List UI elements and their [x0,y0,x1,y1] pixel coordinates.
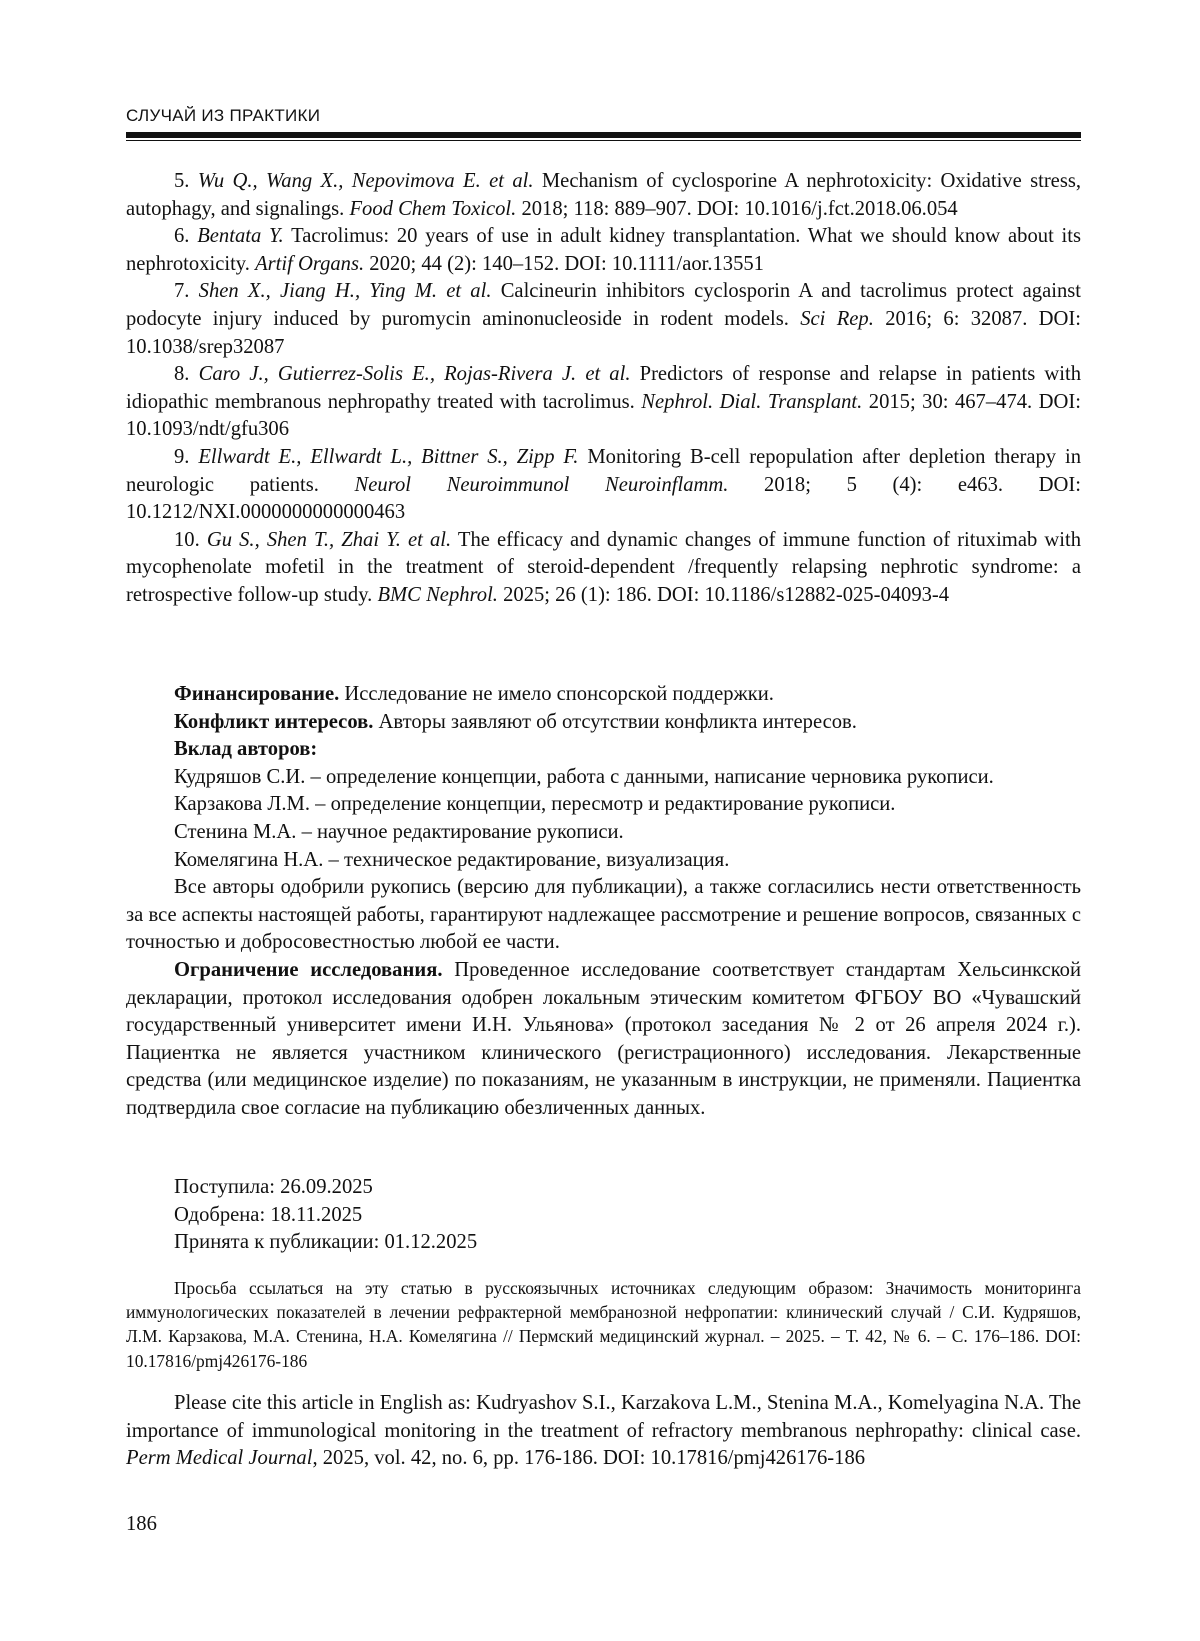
citation-english: Please cite this article in English as: Kudryashov S.I., Karzakova L.M., Stenina M.A., Komelyagina N.A. The importance of immunological monitoring in the treatment of refractory membranous nephropathy: clinical case. Perm Medical Journal, 2025, vol. 42, no. 6, pp. 176-186. DOI: 10.17816/pmj426176-186 [126,1392,1081,1470]
conflict-statement: Конфликт интересов. Авторы заявляют об отсутствии конфликта интересов. [174,710,857,733]
header-rule-thin [126,140,1081,141]
reference-item: 9. Ellwardt E., Ellwardt L., Bittner S., Zipp F. Monitoring B-cell repopulation after depletion therapy in neurologic patients. Neurol Neuroimmunol Neuroinflamm. 2018; 5 (4): e463. DOI: 10.1212/NXI.0000000000000463 [126,445,1081,524]
journal-name: Perm Medical Journal [126,1447,313,1470]
accepted-date: Принята к публикации: 01.12.2025 [174,1231,478,1254]
reference-item: 6. Bentata Y. Tacrolimus: 20 years of use in adult kidney transplantation. What we should know about its nephrotoxicity. Artif Organs. 2020; 44 (2): 140–152. DOI: 10.1111/aor.13551 [126,225,1081,275]
reference-item: 7. Shen X., Jiang H., Ying M. et al. Calcineurin inhibitors cyclosporin A and tacrolimus protect against podocyte injury induced by puromycin aminonucleoside in rodent models. Sci Rep. 2016; 6: 32087. DOI: 10.1038/srep32087 [126,280,1081,358]
citation-lead: Please cite this article in English as: [174,1392,471,1414]
contribution-item: Комелягина Н.А. – техническое редактирование, визуализация. [174,848,730,871]
reference-list [126,168,1081,610]
contribution-item: Стенина М.А. – научное редактирование рукописи. [174,820,624,843]
header-rule-thick [126,132,1081,138]
article-dates [174,1174,477,1257]
funding-statement: Финансирование. Исследование не имело спонсорской поддержки. [174,683,774,705]
all-authors-statement: Все авторы одобрили рукопись (версию для публикации), а также согласились нести ответственность за все аспекты настоящей работы, гарантируют надлежащее рассмотрение и решение вопросов, связанных с точностью и добросовестностью любой ее части. [126,876,1081,954]
citation-russian: Просьба ссылаться на эту статью в русскоязычных источниках следующим образом: Значимость мониторинга иммунологических показателей в лечении рефрактерной мембранозной нефропатии: клинический случай / С.И. Кудряшов, Л.М. Карзакова, М.А. Стенина, Н.А. Комелягина // Пермский медицинский журнал. – 2025. – Т. 42, № 6. – С. 176–186. DOI: 10.17816/pmj426176-186 [126,1278,1081,1371]
limitations-statement: Ограничение исследования. Проведенное исследование соответствует стандартам Хельсинкской декларации, протокол исследования одобрен локальным этическим комитетом ФГБОУ ВО «Чувашский государственный университет имени И.Н. Ульянова» (протокол заседания № 2 от 26 апреля 2024 г.). Пациентка не является участником клинического (регистрационного) исследования. Лекарственные средства (или медицинское изделие) по показаниям, не указанным в инструкции, не применяли. Пациентка подтвердила свое согласие на публикацию обезличенных данных. [126,958,1081,1119]
reference-item: 5. Wu Q., Wang X., Nepovimova E. et al. Mechanism of cyclosporine A nephrotoxicity: Oxidative stress, autophagy, and signalings. Food Chem Toxicol. 2018; 118: 889–907. DOI: 10.1016/j.fct.2018.06.054 [126,170,1081,220]
approved-date: Одобрена: 18.11.2025 [174,1203,363,1226]
page-number: 186 [126,1513,157,1535]
contributions-heading: Вклад авторов: [174,738,318,761]
article-info [126,681,1081,1123]
reference-item: 8. Caro J., Gutierrez-Solis E., Rojas-Rivera J. et al. Predictors of response and relapse in patients with idiopathic membranous nephropathy treated with tacrolimus. Nephrol. Dial. Transplant. 2015; 30: 467–474. DOI: 10.1093/ndt/gfu306 [126,363,1081,441]
contribution-item: Карзакова Л.М. – определение концепции, пересмотр и редактирование рукописи. [174,793,896,816]
received-date: Поступила: 26.09.2025 [174,1176,373,1198]
reference-item: 10. Gu S., Shen T., Zhai Y. et al. The efficacy and dynamic changes of immune function of rituximab with mycophenolate mofetil in the treatment of steroid-dependent /frequently relapsing nephrotic syndrome: a retrospective follow-up study. BMC Nephrol. 2025; 26 (1): 186. DOI: 10.1186/s12882-025-04093-4 [126,528,1081,606]
section-header: СЛУЧАЙ ИЗ ПРАКТИКИ [126,106,321,125]
contribution-item: Кудряшов С.И. – определение концепции, работа с данными, написание черновика рукописи. [174,765,994,788]
